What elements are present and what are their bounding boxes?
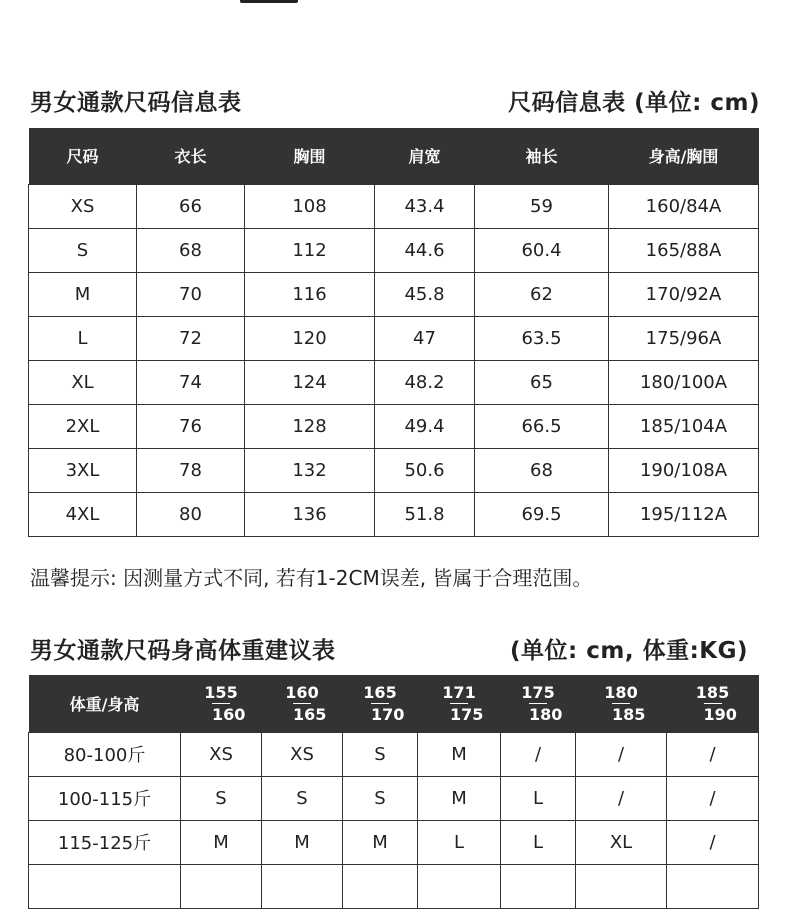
cell-height-chest: 190/108A bbox=[609, 448, 759, 492]
cell-sleeve: 63.5 bbox=[475, 316, 609, 360]
table-row-cropped bbox=[29, 864, 759, 908]
cell-height-chest: 170/92A bbox=[609, 272, 759, 316]
height-range-low: 160 bbox=[285, 682, 319, 702]
header-chest: 胸围 bbox=[245, 128, 375, 184]
size-info-table bbox=[28, 128, 759, 537]
table-row bbox=[29, 228, 759, 272]
header-length: 衣长 bbox=[137, 128, 245, 184]
header-shoulder: 肩宽 bbox=[375, 128, 475, 184]
cell-chest: 120 bbox=[245, 316, 375, 360]
table-row bbox=[29, 184, 759, 228]
table-row bbox=[29, 820, 759, 864]
height-range-high: 170 bbox=[371, 704, 405, 724]
cell-sleeve: 62 bbox=[475, 272, 609, 316]
height-range-high: 175 bbox=[450, 704, 484, 724]
header-sleeve: 袖长 bbox=[475, 128, 609, 184]
height-range-high: 160 bbox=[212, 704, 246, 724]
cell-recommended-size: / bbox=[501, 732, 576, 776]
cell-height-chest: 165/88A bbox=[609, 228, 759, 272]
height-range-low: 180 bbox=[604, 682, 638, 702]
weight-table-title: 男女通款尺码身高体重建议表 bbox=[30, 638, 336, 664]
cell-sleeve: 66.5 bbox=[475, 404, 609, 448]
cell-height-chest: 180/100A bbox=[609, 360, 759, 404]
cell-shoulder: 50.6 bbox=[375, 448, 475, 492]
table-row bbox=[29, 316, 759, 360]
cell-size: XS bbox=[29, 184, 137, 228]
cell-chest: 136 bbox=[245, 492, 375, 536]
height-range-high: 165 bbox=[293, 704, 327, 724]
cell-weight: 80-100斤 bbox=[29, 732, 181, 776]
cell-length: 72 bbox=[137, 316, 245, 360]
header-height-chest: 身高/胸围 bbox=[609, 128, 759, 184]
cell-recommended-size: / bbox=[576, 732, 667, 776]
table-row bbox=[29, 448, 759, 492]
cell-recommended-size: / bbox=[667, 776, 759, 820]
header-height-range bbox=[343, 675, 418, 732]
cell-shoulder: 49.4 bbox=[375, 404, 475, 448]
height-range-high: 190 bbox=[703, 704, 737, 724]
cell-shoulder: 47 bbox=[375, 316, 475, 360]
cell-recommended-size: L bbox=[501, 776, 576, 820]
cell-size: S bbox=[29, 228, 137, 272]
cropped-top-element bbox=[240, 0, 298, 3]
measurement-tip: 温馨提示: 因测量方式不同, 若有1-2CM误差, 皆属于合理范围。 bbox=[30, 566, 593, 590]
table-row bbox=[29, 492, 759, 536]
header-height-range bbox=[667, 675, 759, 732]
height-range-low: 165 bbox=[363, 682, 397, 702]
height-range-low: 171 bbox=[442, 682, 476, 702]
cell-sleeve: 69.5 bbox=[475, 492, 609, 536]
cell-sleeve: 68 bbox=[475, 448, 609, 492]
cell-recommended-size: XS bbox=[262, 732, 343, 776]
cell-recommended-size: S bbox=[181, 776, 262, 820]
table-row bbox=[29, 360, 759, 404]
weight-table-unit: (单位: cm, 体重:KG) bbox=[510, 638, 748, 664]
cell-sleeve: 59 bbox=[475, 184, 609, 228]
cell-chest: 124 bbox=[245, 360, 375, 404]
cell-shoulder: 51.8 bbox=[375, 492, 475, 536]
cell-recommended-size: S bbox=[343, 732, 418, 776]
cell-height-chest: 185/104A bbox=[609, 404, 759, 448]
cell-sleeve: 60.4 bbox=[475, 228, 609, 272]
weight-table-header-row bbox=[29, 675, 759, 732]
cell-length: 74 bbox=[137, 360, 245, 404]
cell-sleeve: 65 bbox=[475, 360, 609, 404]
cell-recommended-size: XL bbox=[576, 820, 667, 864]
cell-size: 2XL bbox=[29, 404, 137, 448]
cell-recommended-size: / bbox=[667, 820, 759, 864]
cell-length: 80 bbox=[137, 492, 245, 536]
header-height-range bbox=[501, 675, 576, 732]
cell-recommended-size: XS bbox=[181, 732, 262, 776]
cell-size: XL bbox=[29, 360, 137, 404]
cell-chest: 116 bbox=[245, 272, 375, 316]
cell-size: L bbox=[29, 316, 137, 360]
height-range-low: 155 bbox=[204, 682, 238, 702]
height-range-high: 185 bbox=[612, 704, 646, 724]
cell-length: 78 bbox=[137, 448, 245, 492]
cell-length: 66 bbox=[137, 184, 245, 228]
cell-shoulder: 48.2 bbox=[375, 360, 475, 404]
cell-recommended-size: M bbox=[343, 820, 418, 864]
cell-height-chest: 160/84A bbox=[609, 184, 759, 228]
header-height-range bbox=[418, 675, 501, 732]
cell-shoulder: 44.6 bbox=[375, 228, 475, 272]
table-row bbox=[29, 776, 759, 820]
cell-size: M bbox=[29, 272, 137, 316]
height-range-high: 180 bbox=[529, 704, 563, 724]
header-height-range bbox=[576, 675, 667, 732]
header-height-range bbox=[181, 675, 262, 732]
header-height-range bbox=[262, 675, 343, 732]
cell-shoulder: 45.8 bbox=[375, 272, 475, 316]
cell-weight: 100-115斤 bbox=[29, 776, 181, 820]
cell-chest: 132 bbox=[245, 448, 375, 492]
cell-length: 68 bbox=[137, 228, 245, 272]
cell-chest: 108 bbox=[245, 184, 375, 228]
table-row bbox=[29, 404, 759, 448]
cell-length: 76 bbox=[137, 404, 245, 448]
size-table-title: 男女通款尺码信息表 bbox=[30, 90, 242, 116]
cell-length: 70 bbox=[137, 272, 245, 316]
cell-size: 3XL bbox=[29, 448, 137, 492]
height-range-low: 185 bbox=[695, 682, 730, 702]
cell-shoulder: 43.4 bbox=[375, 184, 475, 228]
size-table-unit: 尺码信息表 (单位: cm) bbox=[508, 90, 760, 116]
height-range-low: 175 bbox=[521, 682, 555, 702]
header-size: 尺码 bbox=[29, 128, 137, 184]
table-row bbox=[29, 272, 759, 316]
cell-height-chest: 175/96A bbox=[609, 316, 759, 360]
cell-size: 4XL bbox=[29, 492, 137, 536]
cell-recommended-size: M bbox=[262, 820, 343, 864]
cell-recommended-size: / bbox=[576, 776, 667, 820]
table-row bbox=[29, 732, 759, 776]
size-table-header-row bbox=[29, 128, 759, 184]
cell-recommended-size: L bbox=[501, 820, 576, 864]
cell-recommended-size: M bbox=[418, 732, 501, 776]
height-weight-table bbox=[28, 675, 759, 909]
cell-weight: 115-125斤 bbox=[29, 820, 181, 864]
cell-chest: 112 bbox=[245, 228, 375, 272]
cell-recommended-size: M bbox=[181, 820, 262, 864]
cell-chest: 128 bbox=[245, 404, 375, 448]
header-weight-height: 体重/身高 bbox=[29, 675, 181, 732]
cell-recommended-size: / bbox=[667, 732, 759, 776]
cell-recommended-size: S bbox=[343, 776, 418, 820]
cell-recommended-size: L bbox=[418, 820, 501, 864]
cell-height-chest: 195/112A bbox=[609, 492, 759, 536]
cell-recommended-size: M bbox=[418, 776, 501, 820]
cell-recommended-size: S bbox=[262, 776, 343, 820]
